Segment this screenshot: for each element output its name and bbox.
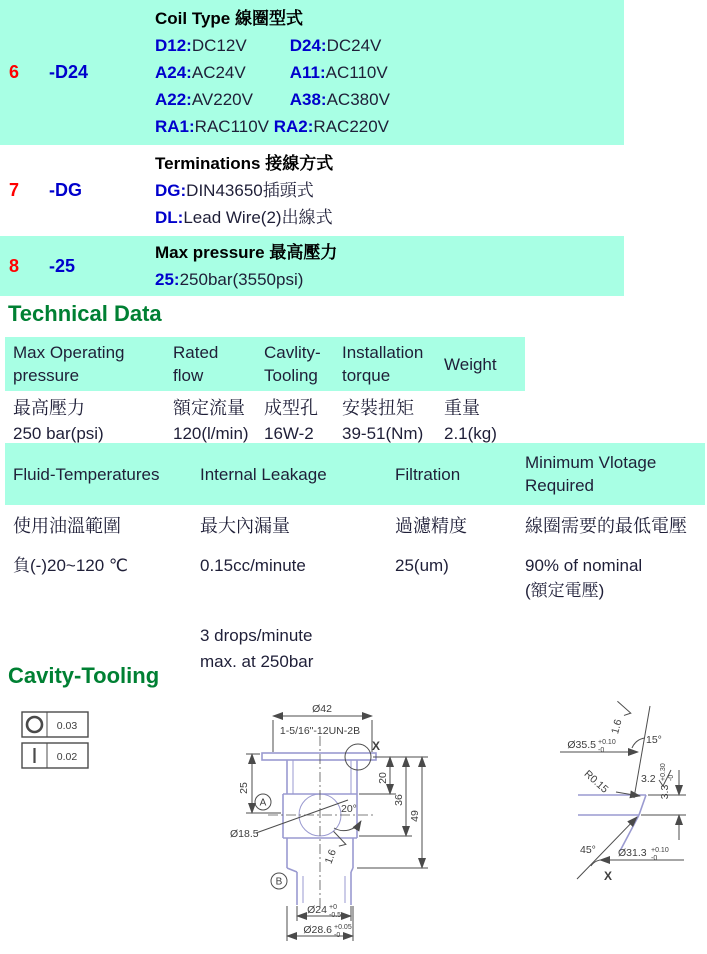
dim-25: 25 — [238, 782, 250, 794]
option-index: 8 — [9, 255, 20, 276]
circularity-frame — [22, 712, 88, 737]
x-mark-detail: X — [604, 869, 613, 883]
option-line: A24:AC24V A11:AC110V — [155, 63, 388, 82]
option-content — [155, 236, 624, 296]
option-content — [155, 0, 624, 145]
datum-a: A — [259, 797, 267, 809]
svg-text:+0.05: +0.05 — [334, 924, 352, 931]
svg-text:1.6: 1.6 — [322, 847, 339, 866]
table1-zh-row: 最高壓力 額定流量 成型孔 安裝扭矩 重量 — [13, 398, 480, 418]
table2-header-cell: Fluid-Temperatures — [13, 464, 160, 484]
svg-text:-0.5: -0.5 — [329, 912, 342, 919]
table1-value-row: 250 bar(psi) 120(l/min) 16W-2 39-51(Nm) 2.1(kg) — [13, 424, 497, 443]
svg-text:+0.30: +0.30 — [660, 763, 667, 781]
table1-header-cell: Rated flow — [173, 343, 219, 385]
dim-dia355: Ø35.5 — [567, 739, 596, 751]
table2-zh-row: 使用油溫範圍 最大內漏量 過濾精度 線圈需要的最低電壓 — [13, 516, 687, 536]
option-content — [155, 145, 624, 236]
option-line: DG:DIN43650插頭式 — [155, 181, 314, 200]
detail-x-circle — [345, 744, 371, 770]
svg-text:1.6: 1.6 — [609, 718, 625, 736]
svg-text:-0: -0 — [334, 932, 341, 939]
technical-table-secondary — [5, 443, 705, 675]
svg-text:R0.15: R0.15 — [581, 767, 611, 796]
option-index: 6 — [9, 62, 20, 82]
option-row-coil-type — [0, 0, 624, 145]
table2-value-row: 負(-)20~120 ℃ 0.15cc/minute 25(um) 90% of nominal (額定電壓) — [5, 539, 705, 603]
table1-header-cell: Cavlity- Tooling — [264, 343, 321, 385]
surface-finish-main — [323, 831, 349, 867]
option-code: -D24 — [49, 62, 89, 82]
table1-header-cell: Max Operating pressure — [13, 343, 125, 385]
dim-angle45: 45° — [580, 844, 596, 856]
option-row-terminations — [0, 145, 624, 236]
svg-text:-0: -0 — [598, 747, 605, 754]
table1-header-cell: Weight — [444, 354, 497, 374]
option-line: RA1:RAC110V RA2:RAC220V — [155, 117, 390, 136]
table2-header-cell: Filtration — [395, 464, 461, 484]
technical-data-heading: Technical Data — [8, 301, 162, 326]
option-title: Max pressure 最高壓力 — [155, 243, 338, 262]
svg-text:-0: -0 — [668, 774, 675, 781]
datum-b: B — [275, 876, 283, 888]
table2-header-row — [5, 443, 705, 505]
option-row-max-pressure — [0, 236, 624, 296]
option-line: D12:DC12V D24:DC24V — [155, 36, 382, 55]
technical-table-main — [5, 337, 525, 446]
svg-text:+0.10: +0.10 — [651, 847, 669, 854]
seat-detail-view — [560, 701, 686, 883]
table1-header-cell: Installation torque — [342, 343, 424, 385]
cavity-tooling-heading: Cavity-Tooling — [8, 663, 160, 688]
thread-callout: 1-5/16"-12UN-2B — [279, 725, 361, 737]
radius-label — [582, 768, 611, 796]
dim-dia286: Ø28.6 — [303, 924, 332, 936]
svg-text:+0: +0 — [329, 904, 337, 911]
option-title: Terminations 接線方式 — [155, 154, 334, 173]
cavity-tooling-drawing — [0, 700, 707, 954]
option-index: 7 — [9, 180, 20, 200]
svg-text:3.3: 3.3 — [659, 784, 671, 800]
tolerance-value: 0.02 — [56, 751, 78, 763]
main-section-view — [230, 703, 428, 941]
dim-dia313: Ø31.3 — [618, 847, 647, 859]
table1-header-row — [5, 337, 525, 391]
dim-49: 49 — [409, 810, 421, 822]
straightness-frame — [22, 743, 88, 768]
table2-header-cell: Internal Leakage — [200, 464, 327, 484]
surface-finish-detail — [609, 701, 633, 736]
tolerance-value: 0.03 — [56, 720, 78, 732]
svg-text:-0: -0 — [651, 855, 658, 862]
option-code: -DG — [49, 180, 82, 200]
leakage-note: 3 drops/minute max. at 250bar — [200, 626, 314, 671]
option-title: Coil Type 線圈型式 — [155, 9, 303, 28]
dim-dia185: Ø18.5 — [230, 828, 259, 840]
table2-voltage-value: 90% of nominal (額定電壓) — [525, 556, 643, 600]
dim-dia42: Ø42 — [312, 703, 332, 715]
option-line: 25:250bar(3550psi) — [155, 270, 304, 289]
dim-33 — [659, 763, 675, 799]
svg-text:+0.10: +0.10 — [598, 739, 616, 746]
tolerance-frames — [22, 712, 88, 768]
option-line: DL:Lead Wire(2)出線式 — [155, 208, 333, 227]
dim-angle20: 20° — [341, 803, 357, 815]
dim-angle15: 15° — [646, 734, 662, 746]
option-code: -25 — [49, 255, 76, 276]
dim-20: 20 — [377, 772, 389, 784]
svg-text:3.2: 3.2 — [641, 773, 656, 785]
table2-header-cell: Minimum Vlotage Required — [525, 453, 657, 495]
x-mark: X — [372, 739, 381, 753]
option-line: A22:AV220V A38:AC380V — [155, 90, 390, 109]
dim-36: 36 — [393, 794, 405, 806]
dim-dia24: Ø24 — [307, 904, 327, 916]
